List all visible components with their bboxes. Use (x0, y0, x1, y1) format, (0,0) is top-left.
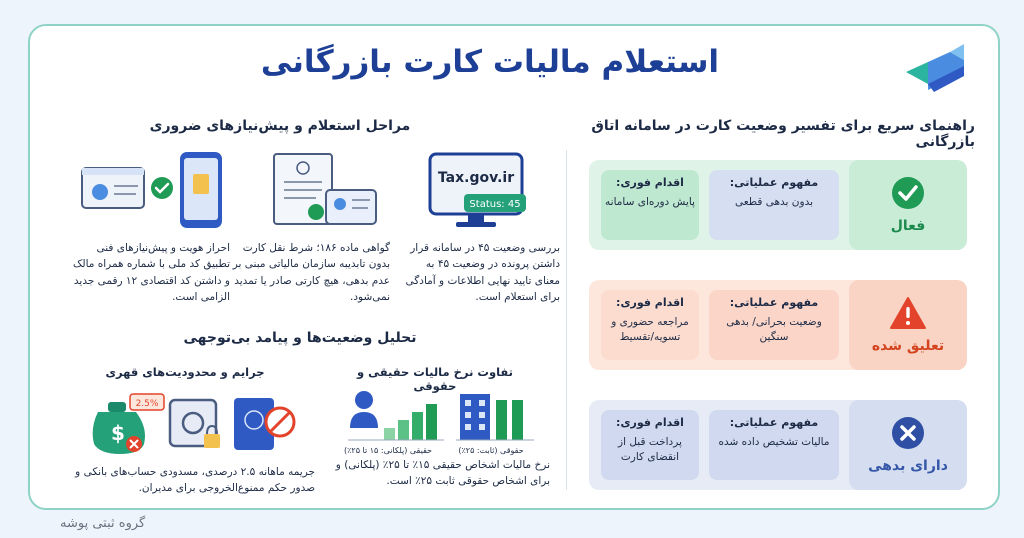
concept-box (709, 290, 839, 360)
status-row-debtor (589, 400, 967, 490)
monitor-icon (428, 152, 528, 230)
analysis-heading: تحلیل وضعیت‌ها و پیامد بی‌توجهی (183, 330, 417, 346)
natural-caption: حقیقی (پلکانی: ۱۵ تا ۲۵٪) (343, 446, 432, 455)
rates-chart (340, 388, 540, 444)
status-row-active (589, 160, 967, 250)
chart-bar (384, 428, 395, 440)
page-title: استعلام مالیات کارت بازرگانی (260, 44, 720, 80)
step-text: گواهی ماده ۱۸۶؛ شرط نقل کارت بدون تابدیبه سازمان مالیاتی مبنی بر عدم بدهی، هیچ کارتی صادر یا تمدید نمی‌شود. (232, 242, 390, 303)
status-badge (849, 280, 967, 370)
penalty-tag: 2.5% (135, 399, 159, 409)
building-icon (460, 394, 490, 440)
action-label: اقدام فوری: (616, 296, 684, 309)
status-row-suspended (589, 280, 967, 370)
check-icon (891, 176, 925, 210)
svg-text:$: $ (111, 421, 125, 445)
action-box (601, 170, 699, 240)
passport-ban-icon (234, 398, 294, 450)
monitor-site-text: Tax.gov.ir (437, 170, 515, 186)
percent-tag-icon (130, 394, 164, 410)
chart-bar (426, 404, 437, 440)
column-divider (566, 150, 567, 490)
status-label: تعلیق شده (871, 338, 945, 354)
chart-bar (496, 400, 507, 440)
concept-label: مفهوم عملیاتی: (729, 176, 819, 189)
concept-text: مالیات تشخیص داده شده (718, 436, 830, 448)
action-label: اقدام فوری: (616, 416, 684, 429)
chart-bar (512, 400, 523, 440)
concept-text: وضعیت بحرانی/ بدهی سنگین (726, 316, 822, 344)
step-text: بررسی وضعیت ۴۵ در سامانه قرار داشتن پرونده در وضعیت ۴۵ به معنای تایید نهایی اطلاعات و آمادگی برای استعلام است. (405, 242, 560, 303)
action-box (601, 290, 699, 360)
id-card-icon (80, 150, 230, 232)
concept-box (709, 410, 839, 480)
person-icon (350, 391, 378, 428)
certificate-icon (270, 150, 380, 232)
concept-box (709, 170, 839, 240)
concept-text: بدون بدهی قطعی (734, 196, 814, 208)
action-box (601, 410, 699, 480)
step-text: احراز هویت و پیش‌نیازهای فنی تطبیق کد ملی با شماره همراه مالک و داشتن کد اقتصادی ۱۲ رقمی جدید الزامی است. (72, 242, 230, 303)
rates-heading: تفاوت نرخ مالیات حقیقی و حقوقی (356, 365, 514, 393)
penalties-illustration (86, 388, 306, 458)
status-label: دارای بدهی (868, 458, 948, 474)
concept-label: مفهوم عملیاتی: (729, 296, 819, 309)
brand-logo-icon (906, 40, 968, 98)
warning-icon (889, 296, 927, 330)
action-text: مراجعه حضوری و تسویه/تقسیط (611, 316, 689, 344)
legal-caption: حقوقی (ثابت: ۲۵٪) (458, 446, 524, 455)
penalties-heading: جرایم و محدودیت‌های قهری (105, 365, 265, 379)
concept-label: مفهوم عملیاتی: (729, 416, 819, 429)
prerequisites-heading: مراحل استعلام و پیش‌نیازهای ضروری (149, 118, 411, 134)
chart-bar (412, 412, 423, 440)
status-guide-heading: راهنمای سریع برای تفسیر وضعیت کارت در سامانه اتاق بازرگانی (591, 118, 975, 150)
action-label: اقدام فوری: (616, 176, 684, 189)
monitor-status-text: Status: 45 (469, 199, 521, 210)
status-badge (849, 400, 967, 490)
action-text: پرداخت قبل از انقضای کارت (618, 436, 682, 464)
chart-bar (398, 420, 409, 440)
status-label: فعال (890, 218, 926, 234)
rates-text: نرخ مالیات اشخاص حقیقی ۱۵٪ تا ۲۵٪ (پلکانی) و برای اشخاص حقوقی ثابت ۲۵٪ است. (335, 459, 550, 487)
action-text: پایش دوره‌ای سامانه (605, 196, 695, 208)
status-badge (849, 160, 967, 250)
x-icon (891, 416, 925, 450)
footer-brand: گروه ثبتی پوشه (60, 516, 146, 531)
safe-lock-icon (170, 400, 220, 448)
penalties-text: جریمه ماهانه ۲.۵ درصدی، مسدودی حساب‌های بانکی و صدور حکم ممنوع‌الخروجی برای مدیران. (75, 466, 315, 494)
